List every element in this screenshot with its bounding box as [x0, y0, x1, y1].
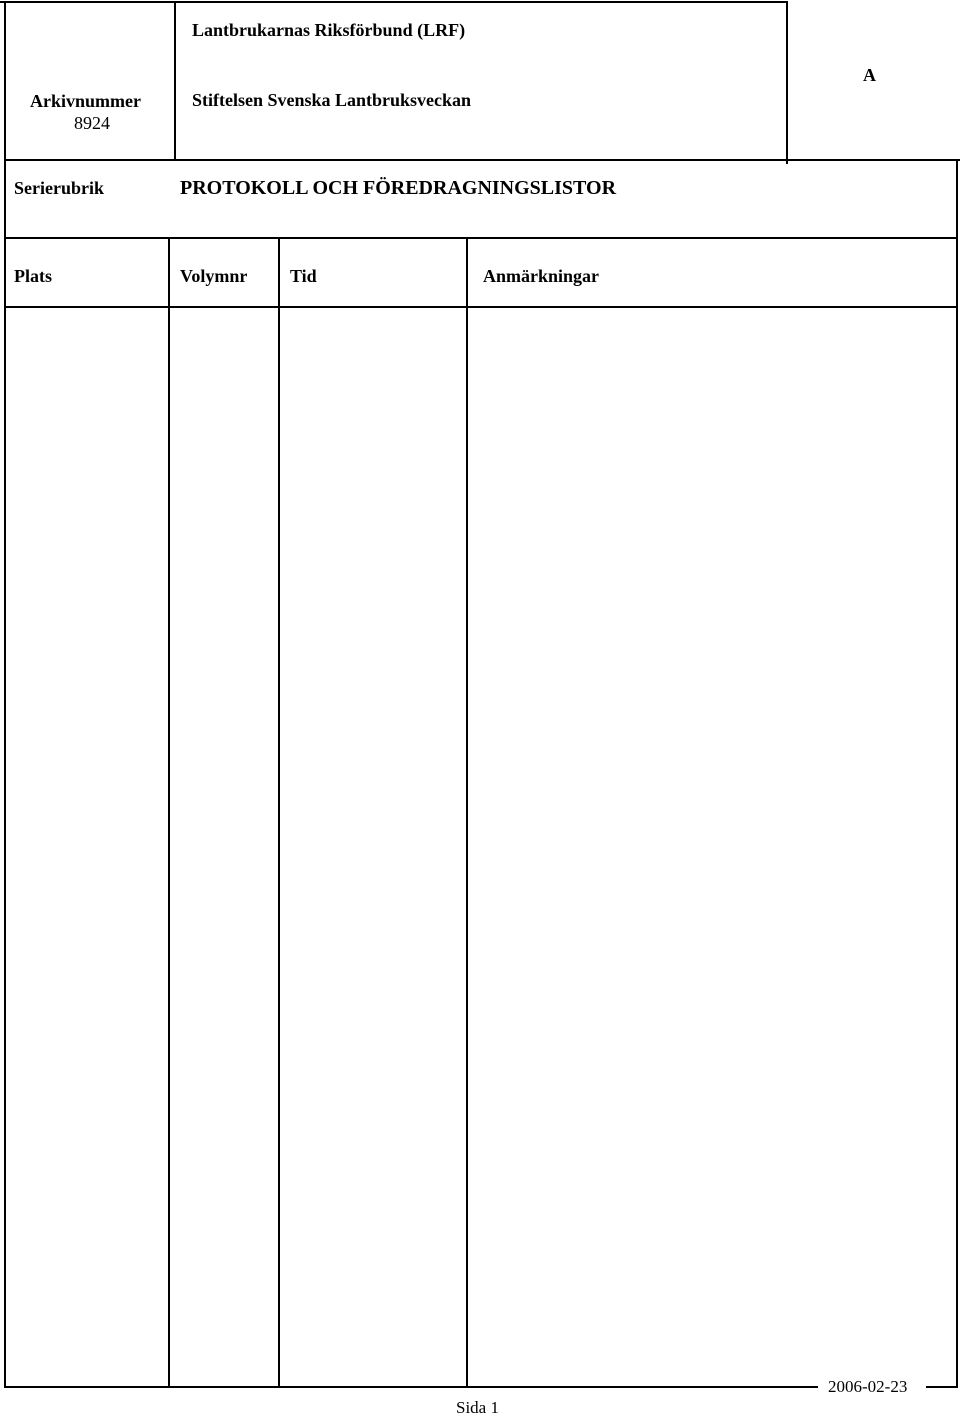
- column-header-plats: Plats: [14, 266, 52, 286]
- series-label: Serierubrik: [14, 178, 104, 198]
- organization-name: Lantbrukarnas Riksförbund (LRF): [192, 20, 466, 40]
- header-divider-right: [786, 1, 788, 164]
- header-divider-left: [174, 1, 176, 161]
- top-border: [0, 1, 787, 3]
- table-bottom-rule: [4, 1386, 818, 1388]
- print-date: 2006-02-23: [828, 1377, 908, 1396]
- column-header-tid: Tid: [290, 266, 317, 286]
- series-title: PROTOKOLL OCH FÖREDRAGNINGSLISTOR: [180, 177, 617, 199]
- page-number: Sida 1: [456, 1398, 499, 1417]
- column-divider-tid: [278, 238, 280, 1387]
- right-border: [956, 160, 958, 1387]
- column-divider-anmarkningar: [466, 238, 468, 1387]
- series-code: A: [863, 65, 876, 85]
- left-border: [4, 1, 6, 1387]
- archive-number-value: 8924: [74, 113, 110, 133]
- archive-number-label: Arkivnummer: [30, 91, 141, 111]
- column-header-bottom-rule: [4, 306, 958, 308]
- column-header-anmarkningar: Anmärkningar: [483, 266, 600, 286]
- header-bottom-rule: [4, 159, 960, 161]
- series-bottom-rule: [4, 237, 958, 239]
- table-bottom-rule-end: [926, 1386, 958, 1388]
- foundation-name: Stiftelsen Svenska Lantbruksveckan: [192, 90, 472, 110]
- column-divider-volymnr: [168, 238, 170, 1387]
- column-header-volymnr: Volymnr: [180, 266, 248, 286]
